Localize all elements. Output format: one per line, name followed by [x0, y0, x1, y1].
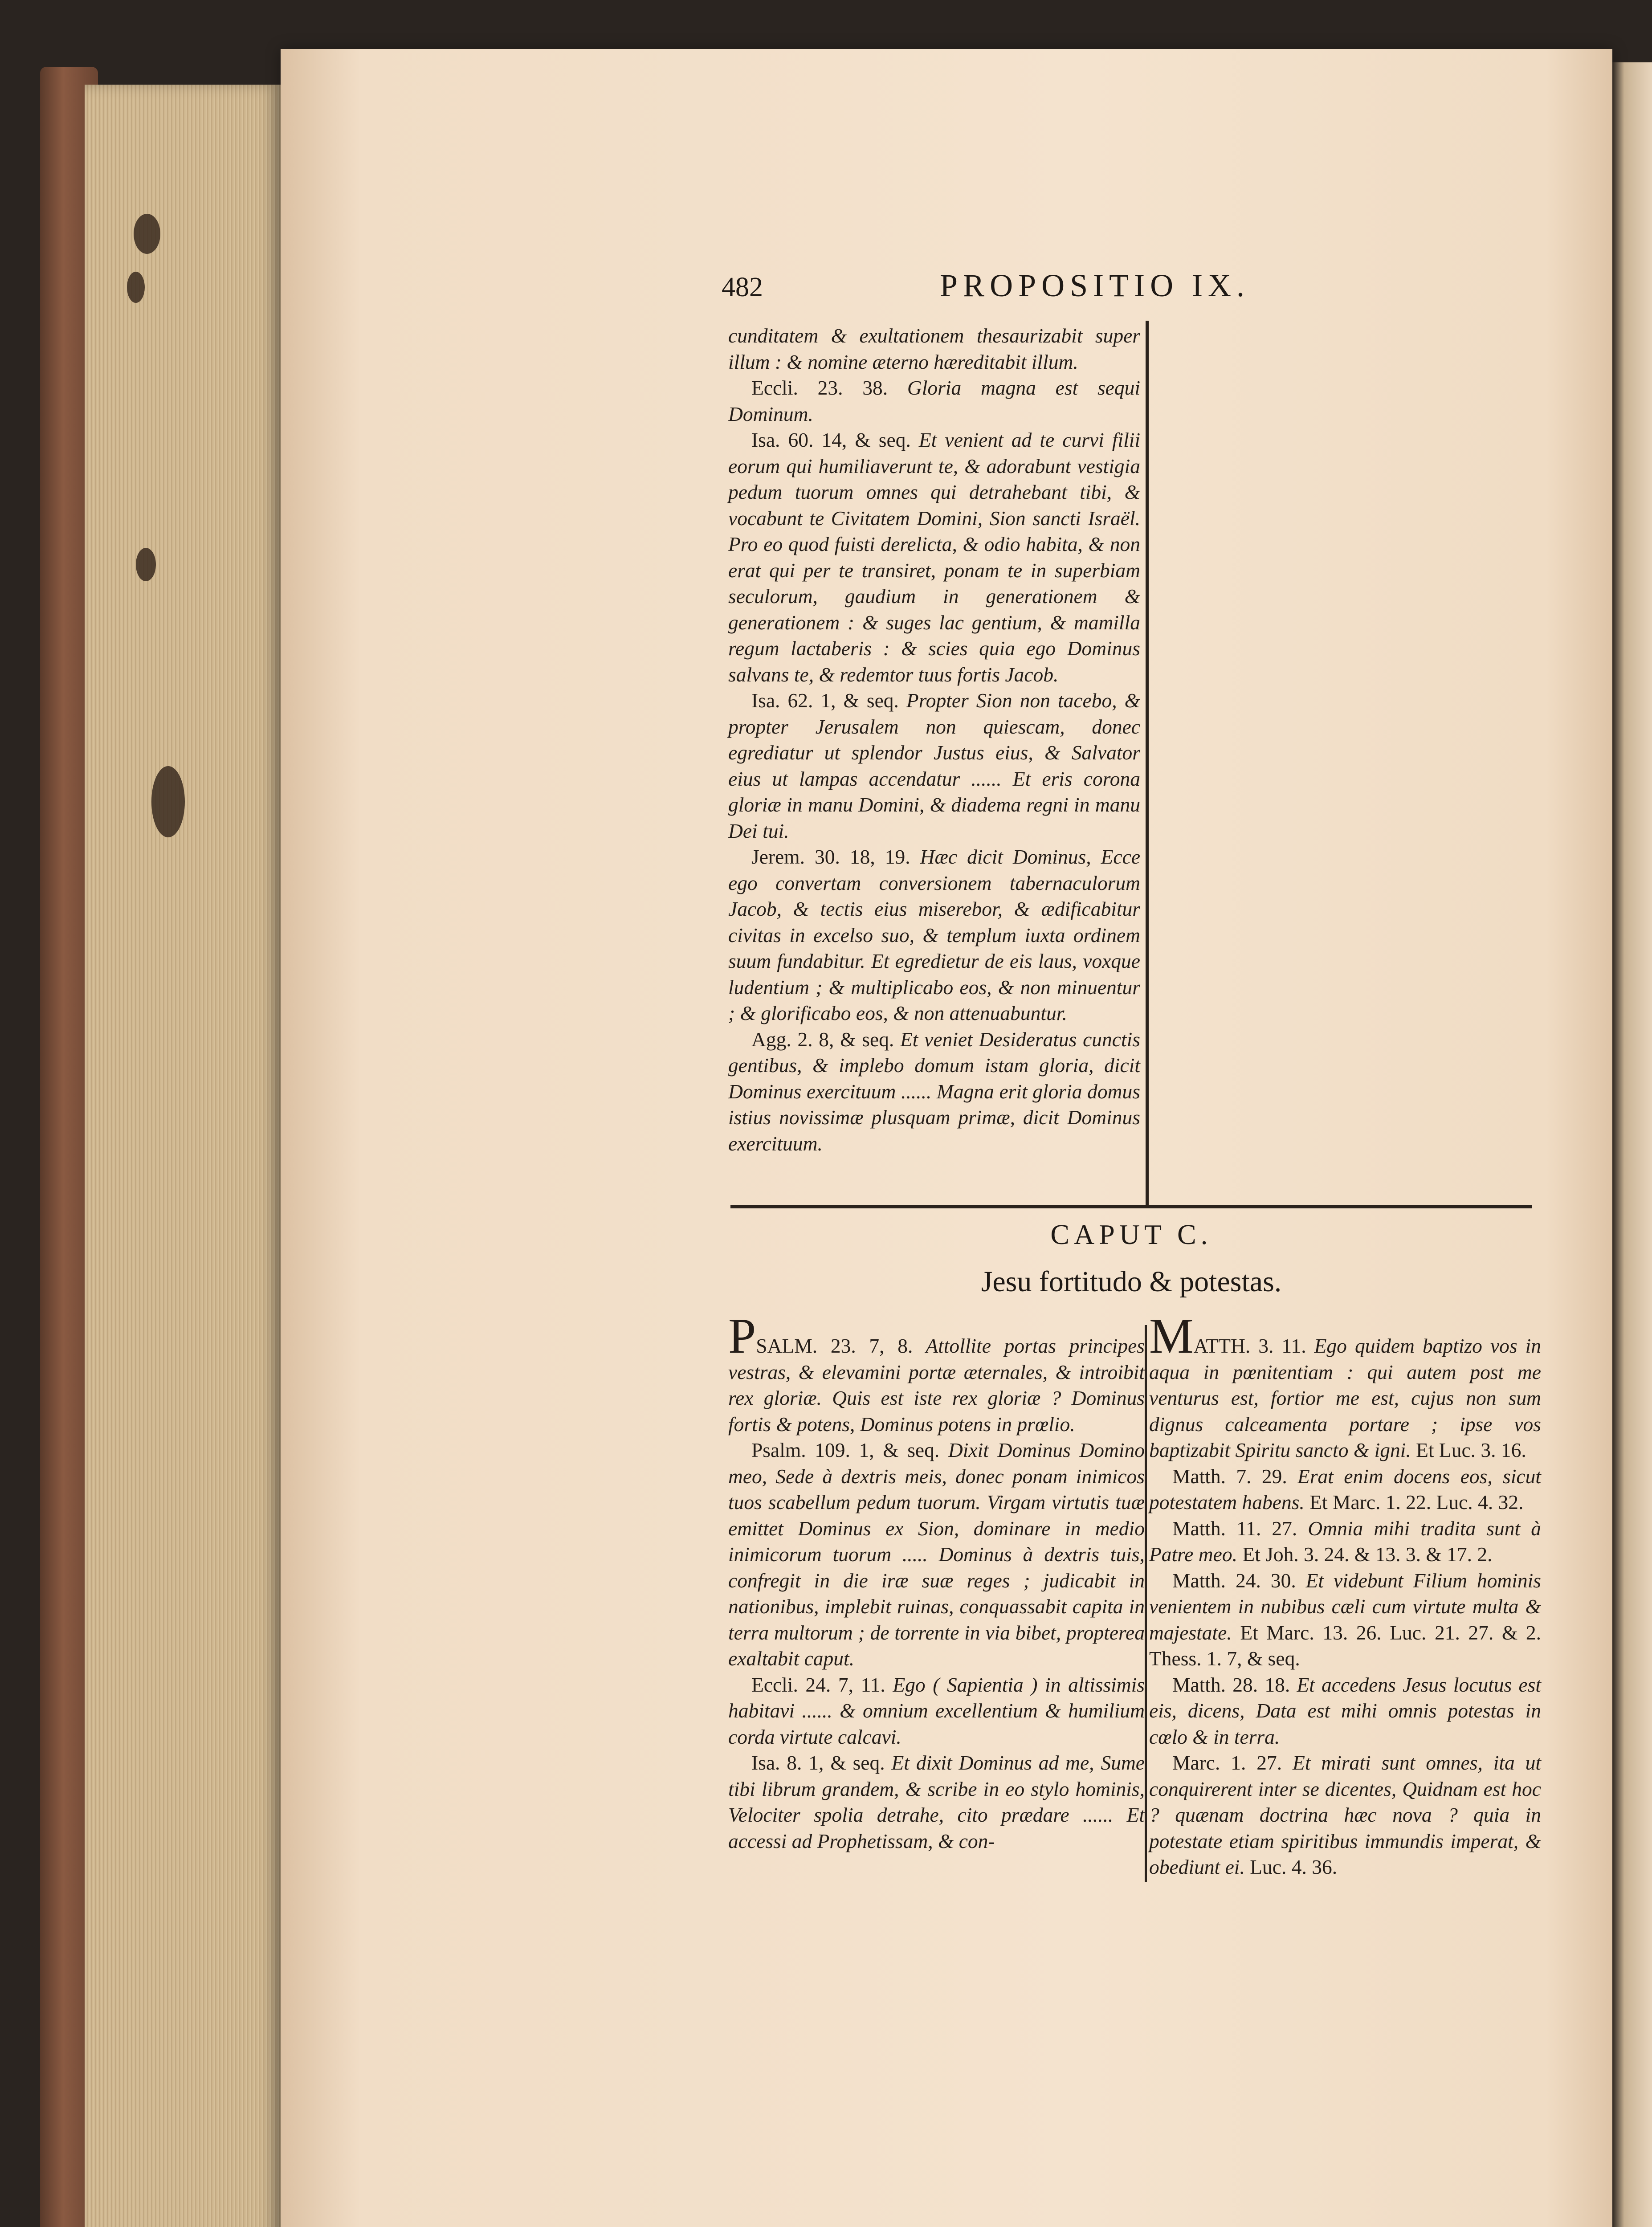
- citation: 23. 7, 8.: [830, 1334, 913, 1357]
- citation: Matth. 24. 30.: [1172, 1569, 1296, 1592]
- cross-reference: Et Marc. 13. 26. Luc. 21. 27. & 2. Thess. 1. 7, & seq.: [1149, 1621, 1541, 1670]
- verse-text: Et accedens Jesus locutus est eis, dicens, Data est mihi omnis potestas in cœlo & in terra.: [1149, 1673, 1542, 1748]
- verse-text: Et venient ad te curvi filii eorum qui humiliaverunt te, & adorabunt vestigia pedum tuorum omnes qui detrahebant tibi, & vocabunt te Civitatem Domini, Sion sancti Israël. Pro eo quod fuisti derelicta, & odio habita, & non erat qui per te transiret, ponam te in superbiam seculorum, gaudium in generationem & generationem : & suges lac gentium, & mamilla regum lactaberis : & scies quia ego Dominus salvans te, & redemtor tuus fortis Jacob.: [728, 428, 1140, 686]
- paragraph: [728, 427, 1140, 688]
- column-rule: [1146, 321, 1149, 1205]
- verse-text: Erat enim docens eos, sicut potestatem habens.: [1149, 1464, 1541, 1513]
- caps-text: SALM.: [756, 1334, 818, 1357]
- citation: Marc. 1. 27.: [1172, 1751, 1282, 1774]
- paragraph: [728, 1750, 1145, 1854]
- chapter-subtitle: Jesu fortitudo & potestas.: [981, 1265, 1282, 1298]
- ink-stain: [134, 214, 160, 254]
- paragraph: [728, 375, 1140, 427]
- verse-text: Attollite portas principes vestras, & elevamini portæ æternales, & introibit rex gloriæ. Quis est iste rex gloriæ ? Dominus fortis & potens, Dominus potens in prœlio.: [728, 1334, 1145, 1436]
- verse-text: Propter Sion non tacebo, & propter Jerusalem non quiescam, donec egrediatur ut splendor Justus eius, & Salvator eius ut lampas accendatur ...... Et eris corona gloriæ in manu Domini, & diadema regni in manu Dei tui.: [728, 689, 1140, 842]
- page-number: 482: [722, 272, 763, 302]
- paragraph: [728, 844, 1140, 1027]
- paragraph: [728, 1437, 1145, 1672]
- cross-reference: Et Marc. 1. 22. Luc. 4. 32.: [1309, 1491, 1524, 1513]
- chapter-title: CAPUT C.: [1050, 1219, 1212, 1250]
- citation: Jerem. 30. 18, 19.: [751, 845, 910, 868]
- verse-text: Omnia mihi tradita sunt à Patre meo.: [1149, 1517, 1542, 1566]
- paragraph: [728, 1672, 1145, 1750]
- citation: Agg. 2. 8, & seq.: [751, 1028, 894, 1051]
- citation: 3. 11.: [1258, 1334, 1306, 1357]
- paragraph: [1149, 1516, 1541, 1568]
- section-divider: [730, 1205, 1532, 1208]
- citation: Isa. 60. 14, & seq.: [751, 428, 911, 451]
- paragraph: [1149, 1672, 1541, 1750]
- citation: Matth. 28. 18.: [1172, 1673, 1290, 1696]
- verse-text: Hæc dicit Dominus, Ecce ego convertam conversionem tabernaculorum Jacob, & tectis eius miserebor, & ædificabitur civitas in excelso suo, & templum iuxta ordinem suum fundabitur. Et egredietur de eis laus, voxque ludentium ; & multiplicabo eos, & non minuentur ; & glorificabo eos, & non attenuabuntur.: [728, 845, 1141, 1024]
- paragraph: [728, 688, 1140, 844]
- paragraph: [1149, 1464, 1541, 1516]
- ink-stain: [127, 272, 145, 303]
- verse-text: Et veniet Desideratus cunctis gentibus, & implebo domum istam gloria, dicit Dominus exercituum ...... Magna erit gloria domus istius novissimæ plusquam primæ, dicit Dominus exercituum.: [728, 1028, 1140, 1155]
- paragraph: [1149, 1309, 1542, 1464]
- verse-text: Et dixit Dominus ad me, Sume tibi librum grandem, & scribe in eo stylo hominis, Velociter spolia detrahe, cito prædare ...... Et accessi ad Prophetissam, & con-: [728, 1751, 1145, 1852]
- right-column: [1149, 1309, 1542, 1880]
- paragraph: [1149, 1750, 1541, 1880]
- citation: Isa. 8. 1, & seq.: [751, 1751, 885, 1774]
- ink-stain: [151, 766, 185, 837]
- page-block-edges: [85, 85, 281, 2227]
- verse-text: Gloria magna est sequi Dominum.: [728, 376, 1141, 425]
- top-column: [728, 323, 1140, 1157]
- paragraph: [1149, 1568, 1541, 1672]
- paragraph: [728, 1309, 1145, 1437]
- drop-cap: M: [1149, 1309, 1194, 1364]
- citation: Psalm. 109. 1, & seq.: [751, 1439, 940, 1461]
- citation: Eccli. 24. 7, 11.: [751, 1673, 885, 1696]
- caps-text: ATTH.: [1193, 1334, 1251, 1357]
- cross-reference: Et Joh. 3. 24. & 13. 3. & 17. 2.: [1242, 1543, 1493, 1566]
- verse-text: Ego quidem baptizo vos in aqua in pœnitentiam : qui autem post me venturus est, fortior me est, cujus non sum dignus calceamenta portare ; ipse vos baptizabit Spiritu sancto & igni.: [1149, 1334, 1542, 1461]
- verse-text: Et mirati sunt omnes, ita ut conquirerent inter se dicentes, Quidnam est hoc ? quænam doctrina hæc nova ? quia in potestate etiam spiritibus immundis imperat, & obediunt ei.: [1149, 1751, 1542, 1878]
- citation: Matth. 7. 29.: [1172, 1464, 1287, 1488]
- citation: Isa. 62. 1, & seq.: [751, 689, 899, 712]
- drop-cap: P: [728, 1309, 756, 1364]
- cross-reference: Et Luc. 3. 16.: [1416, 1439, 1526, 1461]
- verse-text: cunditatem & exultationem thesaurizabit super illum : & nomine æterno hæreditabit illum.: [728, 324, 1140, 373]
- verse-text: Dixit Dominus Domino meo, Sede à dextris meis, donec ponam inimicos tuos scabellum pedum tuorum. Virgam virtutis tuæ emittet Dominus ex Sion, dominare in medio inimicorum tuorum ..... Dominus à dextris tuis, confregit in die iræ suæ reges ; judicabit in nationibus, implebit ruinas, conquassabit capita in terra multorum ; de torrente in via bibet, propterea exaltabit caput.: [728, 1439, 1145, 1670]
- paragraph: [728, 323, 1140, 375]
- left-column: [728, 1309, 1145, 1854]
- verse-text: Ego ( Sapientia ) in altissimis habitavi ...... & omnium excellentium & humilium corda virtute calcavi.: [728, 1673, 1145, 1748]
- citation: Eccli. 23. 38.: [751, 376, 888, 399]
- paragraph: [728, 1027, 1140, 1157]
- citation: Matth. 11. 27.: [1172, 1517, 1297, 1540]
- ink-stain: [136, 548, 156, 581]
- cross-reference: Luc. 4. 36.: [1250, 1856, 1338, 1878]
- verse-text: Et videbunt Filium hominis venientem in nubibus cæli cum virtute multa & majestate.: [1149, 1569, 1542, 1644]
- column-rule: [1145, 1325, 1147, 1882]
- running-title: PROPOSITIO IX.: [940, 268, 1250, 303]
- page-header: [722, 263, 1323, 312]
- facing-page-edge: [1612, 62, 1652, 2227]
